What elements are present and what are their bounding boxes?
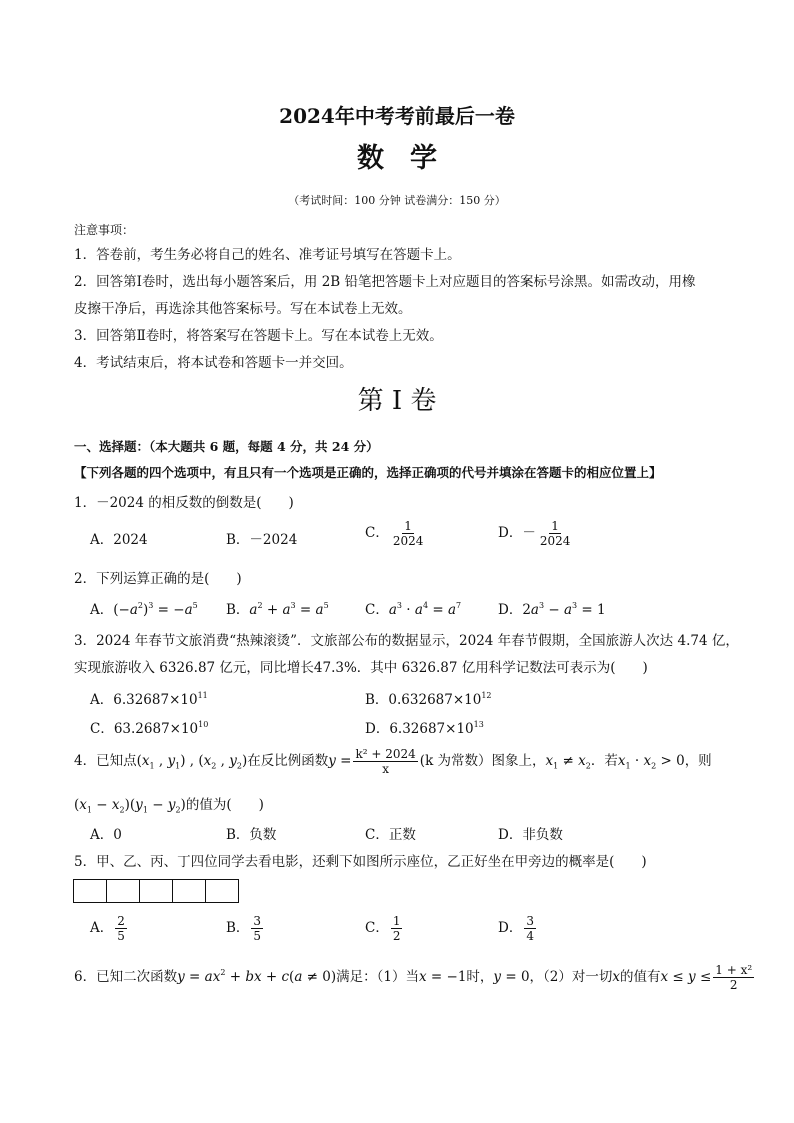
q1-option-a: A．2024 [90, 532, 148, 548]
q2-option-d: D．$2a^3 - a^3 = 1$ [498, 601, 606, 618]
seat-box [172, 879, 206, 903]
notice-item-2-cont: 皮擦干净后，再选涂其他答案标号。写在本试卷上无效。 [74, 301, 412, 317]
notice-item-1: 1．答卷前，考生务必将自己的姓名、准考证号填写在答题卡上。 [74, 247, 461, 263]
seat-diagram [74, 879, 239, 903]
q4-option-d: D．非负数 [498, 827, 563, 843]
seat-box [139, 879, 173, 903]
notice-item-2: 2．回答第Ⅰ卷时，选出每小题答案后，用 2B 铅笔把答题卡上对应题目的答案标号涂黑。如需改动，用橡 [74, 274, 696, 290]
q5-option-d: D． $\frac{3}{4}$ [498, 914, 534, 943]
q2-option-c: C．$a^3 \cdot a^4 = a^7$ [365, 601, 462, 618]
q3-option-d: D．$6.32687\times 10^{13}$ [365, 720, 484, 737]
notice-heading: 注意事项： [74, 223, 135, 237]
q1-option-d: D．－ $\frac{1}{2024}$ [498, 519, 571, 548]
q3-option-a: A．$6.32687\times 10^{11}$ [90, 691, 208, 708]
subject-title: 数学 [357, 143, 463, 174]
q4-stem-line1: 4．已知点($x_1$ , $y_1$) , ($x_2$ , $y_2$)在反比例函数y = $\frac{\text{k² + 2024}}{x}$ (k 为常数）图象上，$x_1 \ne x_2$．若$x_1 \cdot x_2 > 0$，则 [74, 747, 712, 776]
q1-stem: 1．－2024 的相反数的倒数是( ) [74, 495, 294, 511]
exam-title: 2024年中考考前最后一卷 [279, 104, 515, 128]
q1-option-c: C． $\frac{1}{2024}$ [365, 519, 424, 548]
notice-item-3: 3．回答第Ⅱ卷时，将答案写在答题卡上。写在本试卷上无效。 [74, 328, 443, 344]
q3-stem-line1: 3．2024 年春节文旅消费“热辣滚烫”．文旅部公布的数据显示，2024 年春节假期，全国旅游人次达 4.74 亿， [74, 633, 739, 649]
exam-info: （考试时间：100 分钟 试卷满分：150 分） [288, 194, 506, 207]
section-title: 第 I 卷 [357, 386, 437, 416]
seat-box [73, 879, 107, 903]
q4-stem-line2: $(x_1 - x_2)(y_1 - y_2)$的值为( ) [74, 797, 264, 815]
q5-stem: 5．甲、乙、丙、丁四位同学去看电影，还剩下如图所示座位，乙正好坐在甲旁边的概率是( ) [74, 854, 647, 870]
q1-option-b: B．－2024 [226, 532, 298, 548]
q2-option-b: B．$a^2 + a^3 = a^5$ [226, 601, 329, 618]
q3-option-b: B．$0.632687\times 10^{12}$ [365, 691, 492, 708]
q5-option-b: B． $\frac{3}{5}$ [226, 914, 262, 943]
q5-option-c: C． $\frac{1}{2}$ [365, 914, 401, 943]
q2-option-a: A．$(-a^2)^3 = -a^5$ [90, 601, 198, 618]
q3-stem-line2: 实现旅游收入 6326.87 亿元，同比增长47.3%．其中 6326.87 亿用科学记数法可表示为( ) [74, 660, 648, 676]
q3-option-c: C．$63.2687\times 10^{10}$ [90, 720, 209, 737]
q4-option-c: C．正数 [365, 827, 416, 843]
part1-heading: 一、选择题：（本大题共 6 题，每题 4 分，共 24 分） [74, 439, 379, 454]
seat-box [205, 879, 239, 903]
q5-option-a: A． $\frac{2}{5}$ [90, 914, 125, 943]
notice-item-4: 4．考试结束后，将本试卷和答题卡一并交回。 [74, 355, 353, 371]
q4-option-a: A．0 [90, 827, 122, 843]
q6-stem: 6．已知二次函数$y = ax^2$ + bx + c(a ≠ 0)满足：（1）当x = −1时，y = 0，（2）对一切x的值有x ≤ y ≤ $\frac{\text{1 + x²}}{2}$ [74, 963, 753, 992]
part1-instruction: 【下列各题的四个选项中，有且只有一个选项是正确的，选择正确项的代号并填涂在答题卡的相应位置上】 [74, 465, 662, 480]
seat-box [106, 879, 140, 903]
q2-stem: 2．下列运算正确的是( ) [74, 571, 242, 587]
q4-option-b: B．负数 [226, 827, 277, 843]
